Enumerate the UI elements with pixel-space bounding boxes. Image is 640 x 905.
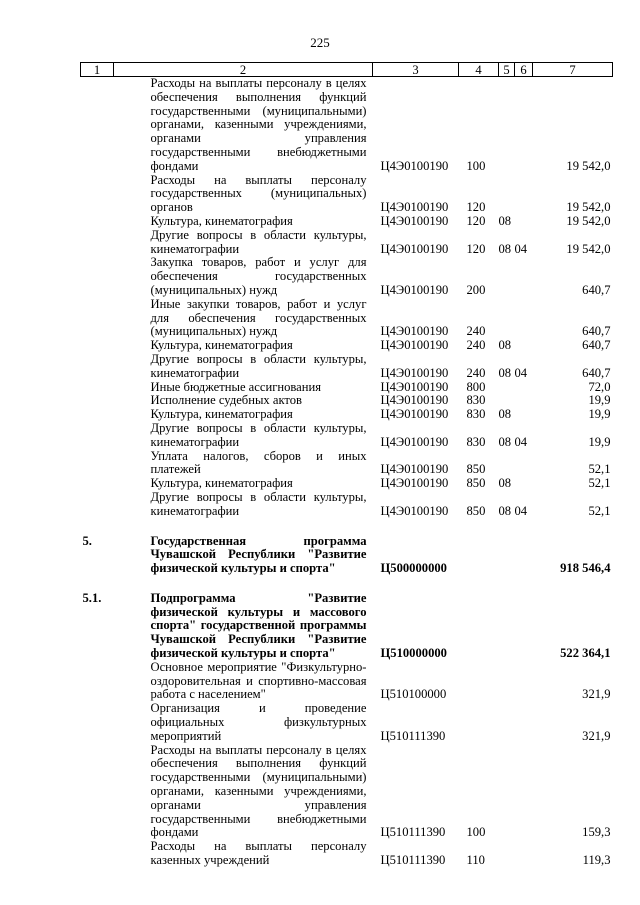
table-row — [81, 491, 613, 519]
target-code: Ц4Э0100190 — [380, 324, 449, 339]
target-code: Ц4Э0100190 — [380, 282, 449, 297]
column-header: 3 — [373, 63, 459, 77]
target-code: Ц4Э0100190 — [380, 241, 449, 256]
row-name: Культура, кинематография — [150, 407, 293, 422]
target-code: Ц4Э0100190 — [380, 462, 449, 477]
expense-type-code: 850 — [466, 503, 486, 518]
table-row — [81, 339, 613, 353]
subsection-code: 04 — [514, 365, 528, 380]
row-amount: 918 546,4 — [560, 561, 611, 576]
row-name: Другие вопросы в области культуры, кинематографии — [150, 489, 367, 518]
expense-type-code: 240 — [466, 338, 486, 353]
subsection-code — [515, 339, 533, 353]
row-number — [81, 408, 114, 422]
row-name: Подпрограмма "Развитие физической культуры и массового спорта" государственной программы Чувашской Республики "Развитие физической культуры и спорта" — [150, 590, 367, 661]
row-number — [81, 381, 114, 395]
section-code — [499, 256, 515, 297]
section-code: 08 — [498, 476, 512, 491]
expense-type-code: 100 — [466, 825, 486, 840]
subsection-code — [515, 477, 533, 491]
section-code — [499, 298, 515, 339]
subsection-code — [515, 298, 533, 339]
row-number — [81, 491, 114, 519]
spacer-row — [81, 519, 613, 535]
row-amount: 52,1 — [588, 503, 611, 518]
expense-type-code: 100 — [466, 158, 486, 173]
row-amount: 640,7 — [582, 324, 611, 339]
row-name: Исполнение судебных актов — [150, 393, 302, 408]
target-code: Ц4Э0100190 — [380, 476, 449, 491]
expense-type-code — [459, 661, 499, 702]
section-code: 08 — [498, 213, 512, 228]
row-amount: 19 542,0 — [566, 213, 611, 228]
target-code: Ц500000000 — [380, 561, 447, 576]
target-code: Ц4Э0100190 — [380, 365, 449, 380]
row-number — [81, 353, 114, 381]
target-code: Ц4Э0100190 — [380, 213, 449, 228]
row-amount: 52,1 — [588, 462, 611, 477]
row-number: 5. — [82, 533, 92, 548]
expense-type-code: 800 — [466, 379, 486, 394]
expense-type-code: 850 — [466, 476, 486, 491]
row-name: Иные бюджетные ассигнования — [150, 379, 322, 394]
table-row — [81, 394, 613, 408]
row-number — [81, 840, 114, 868]
table-row — [81, 256, 613, 297]
row-number: 5.1. — [82, 590, 102, 605]
row-name: Расходы на выплаты персоналу в целях обеспечения выполнения функций государственными (муниципальными) органами, казенными учреждениями, органами управления государственными внебюджетными фондами — [150, 76, 367, 173]
row-name: Другие вопросы в области культуры, кинематографии — [150, 227, 367, 256]
subsection-code — [515, 702, 533, 743]
row-name: Культура, кинематография — [150, 338, 293, 353]
subsection-code — [515, 256, 533, 297]
expense-type-code — [459, 535, 499, 576]
target-code: Ц4Э0100190 — [380, 393, 449, 408]
row-number — [81, 450, 114, 478]
target-code: Ц4Э0100190 — [380, 200, 449, 215]
target-code: Ц510000000 — [380, 646, 447, 661]
expense-type-code: 120 — [466, 241, 486, 256]
row-name: Иные закупки товаров, работ и услуг для обеспечения государственных (муниципальных) нужд — [150, 296, 367, 339]
table-row — [81, 744, 613, 841]
table-row — [81, 408, 613, 422]
section-code — [499, 394, 515, 408]
section-code — [499, 174, 515, 215]
expense-type-code: 830 — [466, 407, 486, 422]
row-number — [81, 229, 114, 257]
subsection-code: 04 — [514, 434, 528, 449]
subsection-code — [515, 174, 533, 215]
row-number — [81, 256, 114, 297]
subsection-code — [515, 77, 533, 174]
section-code — [499, 535, 515, 576]
row-amount: 19,9 — [588, 407, 611, 422]
row-amount: 19,9 — [588, 434, 611, 449]
page-number: 225 — [310, 35, 330, 50]
subsection-code — [515, 744, 533, 841]
section-code: 08 — [498, 407, 512, 422]
row-amount: 52,1 — [588, 476, 611, 491]
expense-type-code: 240 — [466, 365, 486, 380]
row-amount: 640,7 — [582, 282, 611, 297]
section-code: 08 — [498, 503, 512, 518]
spacer-row — [81, 576, 613, 592]
expense-type-code: 200 — [466, 282, 486, 297]
target-code: Ц510111390 — [380, 853, 446, 868]
column-header: 5 — [499, 63, 515, 77]
column-header: 6 — [515, 63, 533, 77]
target-code: Ц4Э0100190 — [380, 503, 449, 518]
section-code — [499, 702, 515, 743]
target-code: Ц4Э0100190 — [380, 407, 449, 422]
row-number — [81, 77, 114, 174]
table-row — [81, 450, 613, 478]
table-row — [81, 422, 613, 450]
expense-type-code — [459, 702, 499, 743]
row-name: Культура, кинематография — [150, 213, 293, 228]
row-number — [81, 422, 114, 450]
target-code: Ц4Э0100190 — [380, 434, 449, 449]
section-code — [499, 77, 515, 174]
row-name: Культура, кинематография — [150, 476, 293, 491]
subsection-code — [515, 840, 533, 868]
row-name: Основное мероприятие "Физкультурно-оздоровительная и спортивно-массовая работа с населением" — [150, 659, 367, 702]
table-header-row — [81, 63, 613, 77]
row-number — [81, 298, 114, 339]
expense-type-code: 850 — [466, 462, 486, 477]
row-amount: 19 542,0 — [566, 200, 611, 215]
row-amount: 119,3 — [582, 853, 611, 868]
expense-type-code — [459, 592, 499, 661]
subsection-code — [515, 661, 533, 702]
row-number — [81, 744, 114, 841]
table-row — [81, 702, 613, 743]
expense-type-code: 120 — [466, 200, 486, 215]
expense-type-code: 110 — [466, 853, 485, 868]
subsection-code — [515, 215, 533, 229]
table-row — [81, 535, 613, 576]
row-number — [81, 339, 114, 353]
column-header: 7 — [533, 63, 613, 77]
budget-table — [80, 62, 613, 868]
table-row — [81, 592, 613, 661]
subsection-code — [515, 394, 533, 408]
table-row — [81, 840, 613, 868]
table-row — [81, 174, 613, 215]
target-code: Ц510111390 — [380, 728, 446, 743]
subsection-code — [515, 592, 533, 661]
row-name: Уплата налогов, сборов и иных платежей — [150, 448, 367, 477]
table-row — [81, 215, 613, 229]
column-header: 2 — [114, 63, 373, 77]
section-code — [499, 744, 515, 841]
target-code: Ц4Э0100190 — [380, 338, 449, 353]
section-code: 08 — [498, 338, 512, 353]
row-number — [81, 174, 114, 215]
table-row — [81, 298, 613, 339]
expense-type-code: 830 — [466, 393, 486, 408]
target-code: Ц510100000 — [380, 687, 447, 702]
row-number — [81, 215, 114, 229]
target-code: Ц4Э0100190 — [380, 158, 449, 173]
section-code: 08 — [498, 365, 512, 380]
row-name: Расходы на выплаты персоналу государственных (муниципальных) органов — [150, 172, 367, 215]
row-number — [81, 702, 114, 743]
expense-type-code: 240 — [466, 324, 486, 339]
table-row — [81, 477, 613, 491]
row-amount: 159,3 — [582, 825, 611, 840]
row-amount: 19,9 — [588, 393, 611, 408]
target-code: Ц510111390 — [380, 825, 446, 840]
row-amount: 321,9 — [582, 687, 611, 702]
subsection-code — [515, 450, 533, 478]
column-header: 4 — [459, 63, 499, 77]
row-number — [81, 477, 114, 491]
expense-type-code: 830 — [466, 434, 486, 449]
subsection-code: 04 — [514, 503, 528, 518]
table-row — [81, 353, 613, 381]
section-code — [499, 592, 515, 661]
section-code: 08 — [498, 241, 512, 256]
row-amount: 522 364,1 — [560, 646, 611, 661]
section-code — [499, 840, 515, 868]
row-number — [81, 661, 114, 702]
table-row — [81, 77, 613, 174]
column-header: 1 — [81, 63, 114, 77]
target-code: Ц4Э0100190 — [380, 379, 449, 394]
row-amount: 640,7 — [582, 365, 611, 380]
row-name: Другие вопросы в области культуры, кинематографии — [150, 351, 367, 380]
section-code — [499, 381, 515, 395]
row-amount: 321,9 — [582, 728, 611, 743]
table-row — [81, 661, 613, 702]
subsection-code — [515, 535, 533, 576]
section-code: 08 — [498, 434, 512, 449]
subsection-code — [515, 381, 533, 395]
row-name: Закупка товаров, работ и услуг для обеспечения государственных (муниципальных) нужд — [150, 255, 367, 297]
row-amount: 19 542,0 — [566, 158, 611, 173]
row-name: Расходы на выплаты персоналу казенных учреждений — [150, 839, 367, 868]
row-number — [81, 394, 114, 408]
expense-type-code: 120 — [466, 213, 486, 228]
row-name: Расходы на выплаты персоналу в целях обеспечения выполнения функций государственными (муниципальными) органами, казенными учреждениями, органами управления государственными внебюджетными фондами — [150, 742, 367, 840]
row-amount: 72,0 — [588, 379, 611, 394]
subsection-code — [515, 408, 533, 422]
table-row — [81, 381, 613, 395]
table-row — [81, 229, 613, 257]
row-name: Другие вопросы в области культуры, кинематографии — [150, 420, 367, 449]
row-name: Государственная программа Чувашской Республики "Развитие физической культуры и спорта" — [150, 533, 367, 576]
subsection-code: 04 — [514, 241, 528, 256]
row-name: Организация и проведение официальных физкультурных мероприятий — [150, 701, 367, 743]
section-code — [499, 450, 515, 478]
section-code — [499, 661, 515, 702]
row-amount: 19 542,0 — [566, 241, 611, 256]
row-amount: 640,7 — [582, 338, 611, 353]
